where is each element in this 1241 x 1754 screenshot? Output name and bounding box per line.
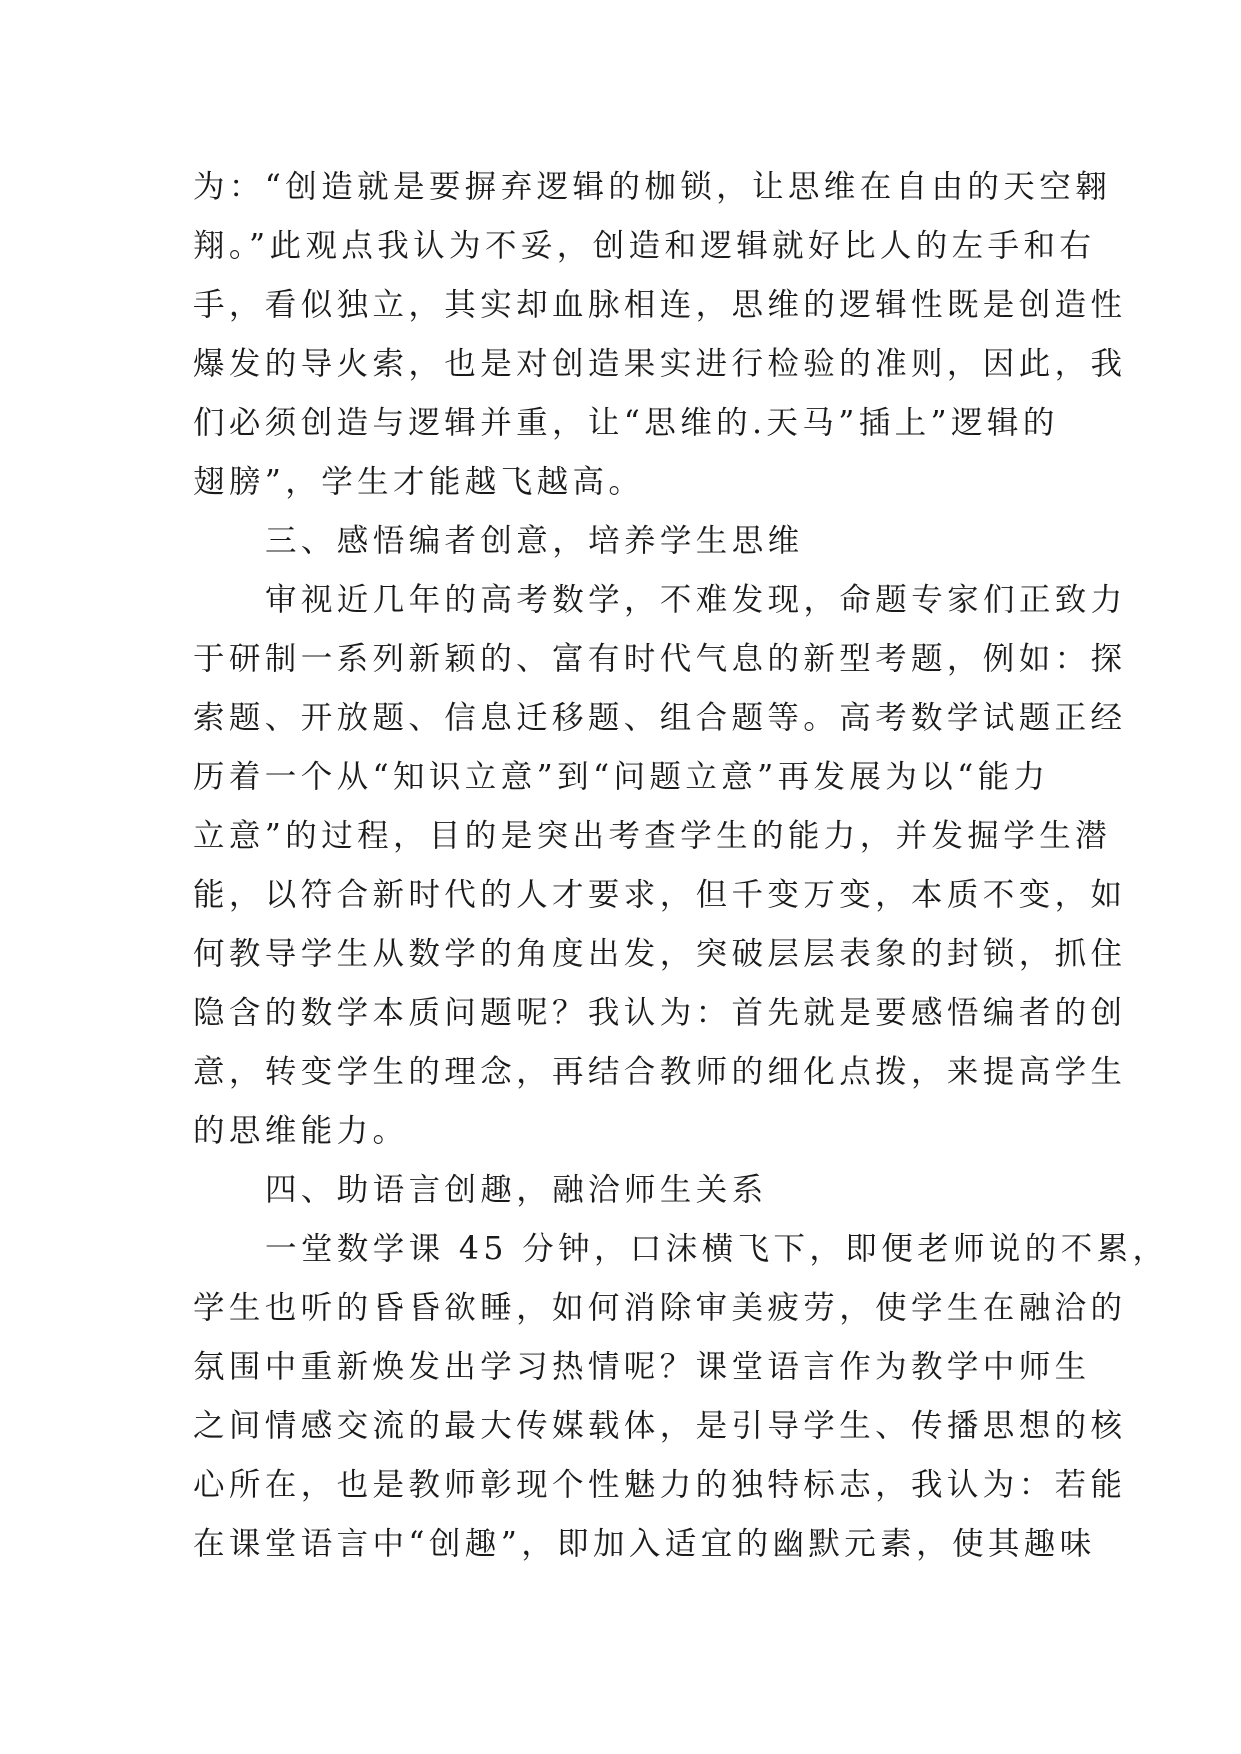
text-line: 意，转变学生的理念，再结合教师的细化点拨，来提高学生: [193, 1054, 1127, 1090]
text-line: 在课堂语言中“创趣”，即加入适宜的幽默元素，使其趣味: [193, 1526, 1096, 1562]
paragraph-first-line: 审视近几年的高考数学，不难发现，命题专家们正致力: [265, 582, 1127, 618]
text-line: 氛围中重新焕发出学习热情呢？课堂语言作为教学中师生: [193, 1349, 1091, 1385]
text-line: 历着一个从“知识立意”到“问题立意”再发展为以“能力: [193, 759, 1050, 795]
text-line: 的思维能力。: [193, 1113, 409, 1149]
text-line: 何教导学生从数学的角度出发，突破层层表象的封锁，抓住: [193, 936, 1127, 972]
text-line: 之间情感交流的最大传媒载体，是引导学生、传播思想的核: [193, 1408, 1127, 1444]
document-page: [193, 158, 1169, 1574]
text-line: 立意”的过程，目的是突出考查学生的能力，并发掘学生潜: [193, 818, 1112, 854]
text-line: 能，以符合新时代的人才要求，但千变万变，本质不变，如: [193, 877, 1127, 913]
section-heading: 三、感悟编者创意，培养学生思维: [265, 523, 804, 559]
text-line: 隐含的数学本质问题呢？我认为：首先就是要感悟编者的创: [193, 995, 1127, 1031]
text-line: 索题、开放题、信息迁移题、组合题等。高考数学试题正经: [193, 700, 1127, 736]
text-line: 心所在，也是教师彰现个性魅力的独特标志，我认为：若能: [193, 1467, 1127, 1503]
text-line: 于研制一系列新颖的、富有时代气息的新型考题，例如：探: [193, 641, 1127, 677]
text-line: 爆发的导火索，也是对创造果实进行检验的准则，因此，我: [193, 346, 1127, 382]
text-line: 翔。”此观点我认为不妥，创造和逻辑就好比人的左手和右: [193, 228, 1096, 264]
text-line: 学生也听的昏昏欲睡，如何消除审美疲劳，使学生在融洽的: [193, 1290, 1127, 1326]
section-heading: 四、助语言创趣，融洽师生关系: [265, 1172, 768, 1208]
text-line: 手，看似独立，其实却血脉相连，思维的逻辑性既是创造性: [193, 287, 1127, 323]
text-line: 翅膀”，学生才能越飞越高。: [193, 464, 645, 500]
text-line: 为：“创造就是要摒弃逻辑的枷锁，让思维在自由的天空翱: [193, 169, 1112, 205]
paragraph-first-line: 一堂数学课 45 分钟，口沫横飞下，即便老师说的不累，: [265, 1231, 1169, 1267]
text-line: 们必须创造与逻辑并重，让“思维的.天马”插上”逻辑的: [193, 405, 1059, 441]
